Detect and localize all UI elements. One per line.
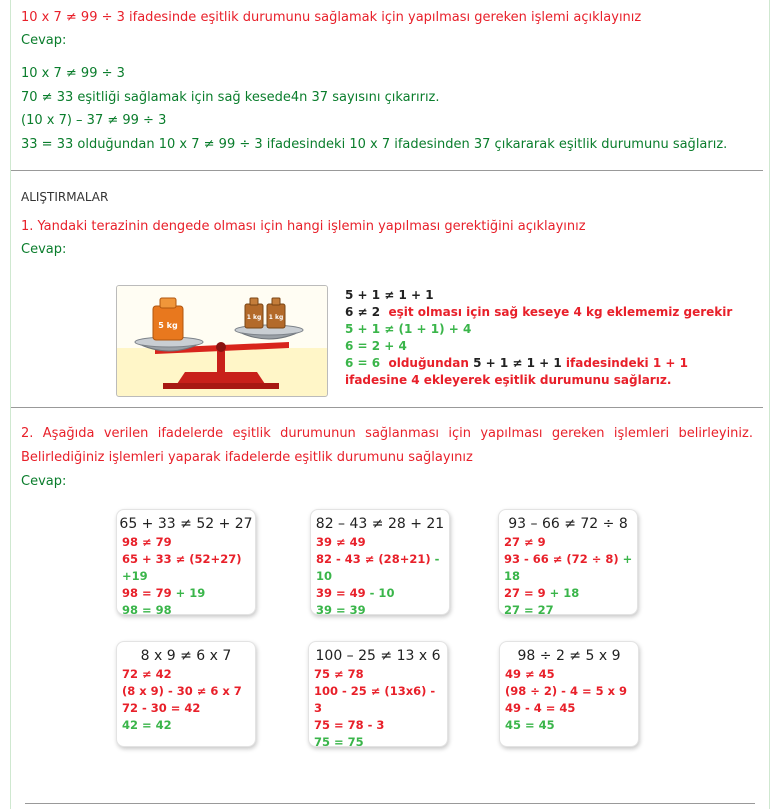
- divider: [25, 803, 755, 804]
- q1-answer-label: Cevap:: [21, 242, 67, 257]
- q2-question: 2. Aşağıda verilen ifadelerde eşitlik durumunun sağlanması için yapılması gereken işlemleri belirleyiniz. Belirlediğiniz işlemleri yaparak ifadelerde eşitlik durumunu sağlayınız: [21, 426, 753, 465]
- content: [11, 0, 761, 789]
- card-line: 39 ≠ 49: [316, 535, 366, 549]
- card-line: 98 = 79: [122, 586, 172, 600]
- equation-cards: [21, 509, 761, 789]
- card-lines: [122, 666, 255, 734]
- solution-line: 5 + 1 ≠ 1 + 1: [345, 288, 434, 302]
- solution-line: 5 + 1 ≠ 1 + 1: [473, 356, 562, 370]
- card-line: 27 ≠ 9: [504, 535, 546, 549]
- intro-answer-label: Cevap:: [21, 33, 67, 48]
- card-line: 27 = 9: [504, 586, 546, 600]
- solution-line: 5 + 1 ≠ (1 + 1) + 4: [345, 322, 472, 336]
- exercises-title: ALIŞTIRMALAR: [21, 190, 109, 204]
- card-line: 100 - 25 ≠ (13x6) - 3: [314, 684, 436, 715]
- scale-figure: [21, 271, 761, 399]
- card-line: 72 ≠ 42: [122, 667, 172, 681]
- equation-card: [498, 509, 638, 615]
- card-line: 82 - 43 ≠ (28+21): [316, 552, 431, 566]
- right-weight-label: 1 kg: [268, 314, 284, 321]
- intro-answer: [21, 62, 761, 156]
- equation-card: [499, 641, 639, 747]
- intro-line: 10 x 7 ≠ 99 ÷ 3: [21, 66, 125, 81]
- card-line: 49 ≠ 45: [505, 667, 555, 681]
- intro-question: 10 x 7 ≠ 99 ÷ 3 ifadesinde eşitlik durumunu sağlamak için yapılması gereken işlemi açıklayınız: [21, 10, 642, 25]
- solution-line: 6 = 2 + 4: [345, 339, 407, 353]
- intro-line: 70 ≠ 33 eşitliği sağlamak için sağ kesede4n 37 sayısını çıkarırız.: [21, 89, 440, 105]
- card-line: 98 = 98: [122, 603, 172, 617]
- card-lines: [504, 534, 637, 619]
- scale-solution: [345, 287, 732, 389]
- card-title: 93 – 66 ≠ 72 ÷ 8: [508, 516, 628, 532]
- card-title: 8 x 9 ≠ 6 x 7: [140, 648, 232, 664]
- intro-line: (10 x 7) – 37 ≠ 99 ÷ 3: [21, 113, 167, 128]
- card-line-adjust: +19: [122, 569, 148, 583]
- card-title: 100 – 25 ≠ 13 x 6: [315, 648, 441, 664]
- card-line: 39 = 39: [316, 603, 366, 617]
- solution-line: 6 = 6: [345, 356, 381, 370]
- card-title: 82 – 43 ≠ 28 + 21: [315, 516, 445, 532]
- card-lines: [122, 534, 255, 619]
- card-line-adjust: - 10: [316, 552, 440, 583]
- equation-card: [116, 641, 256, 747]
- card-lines: [505, 666, 638, 734]
- card-line: 45 = 45: [505, 718, 555, 732]
- intro-line: 33 = 33 olduğundan 10 x 7 ≠ 99 ÷ 3 ifadesindeki 10 x 7 ifadesinden 37 çıkararak eşitlik durumunu sağlarız.: [21, 136, 728, 152]
- card-line: 75 = 78 - 3: [314, 718, 385, 732]
- solution-note: ifadesine 4 ekleyerek eşitlik durumunu sağlarız.: [345, 373, 672, 387]
- divider: [11, 407, 763, 408]
- card-lines: [316, 534, 449, 619]
- card-line: (8 x 9) - 30 ≠ 6 x 7: [122, 684, 242, 698]
- card-line: 27 = 27: [504, 603, 554, 617]
- card-line: 75 = 75: [314, 735, 364, 749]
- card-line: 72 - 30 = 42: [122, 701, 201, 715]
- balance-scale-image: [116, 285, 328, 397]
- card-line: 93 - 66 ≠ (72 ÷ 8): [504, 552, 619, 566]
- card-lines: [314, 666, 447, 751]
- equation-card: [116, 509, 256, 615]
- card-line: 39 = 49: [316, 586, 366, 600]
- card-line-adjust: + 18: [545, 586, 580, 600]
- card-line: (98 ÷ 2) - 4 = 5 x 9: [505, 684, 628, 698]
- q2-answer-label: Cevap:: [21, 474, 67, 489]
- card-line-adjust: - 10: [365, 586, 395, 600]
- card-line: 98 ≠ 79: [122, 535, 172, 549]
- balance-scale-icon: [117, 286, 327, 396]
- left-weight-label: 5 kg: [158, 321, 178, 330]
- card-title: 65 + 33 ≠ 52 + 27: [119, 516, 253, 532]
- equation-card: [308, 641, 448, 747]
- card-line: 42 = 42: [122, 718, 172, 732]
- card-line-adjust: + 19: [171, 586, 206, 600]
- card-line: 49 - 4 = 45: [505, 701, 576, 715]
- q1-question: 1. Yandaki terazinin dengede olması için hangi işlemin yapılması gerektiğini açıklayınız: [21, 219, 586, 234]
- solution-note: eşit olması için sağ keseye 4 kg eklememiz gerekir: [388, 305, 733, 319]
- page: [10, 0, 770, 809]
- card-line-adjust: + 18: [504, 552, 633, 583]
- card-line: 65 + 33 ≠ (52+27): [122, 552, 242, 566]
- right-weight-label: 1 kg: [246, 314, 262, 321]
- card-title: 98 ÷ 2 ≠ 5 x 9: [517, 648, 621, 664]
- card-line: 75 ≠ 78: [314, 667, 364, 681]
- divider: [11, 170, 763, 171]
- solution-note: olduğundan: [388, 356, 469, 370]
- equation-card: [310, 509, 450, 615]
- solution-line: 6 ≠ 2: [345, 305, 381, 319]
- solution-note: ifadesindeki 1 + 1: [565, 356, 688, 370]
